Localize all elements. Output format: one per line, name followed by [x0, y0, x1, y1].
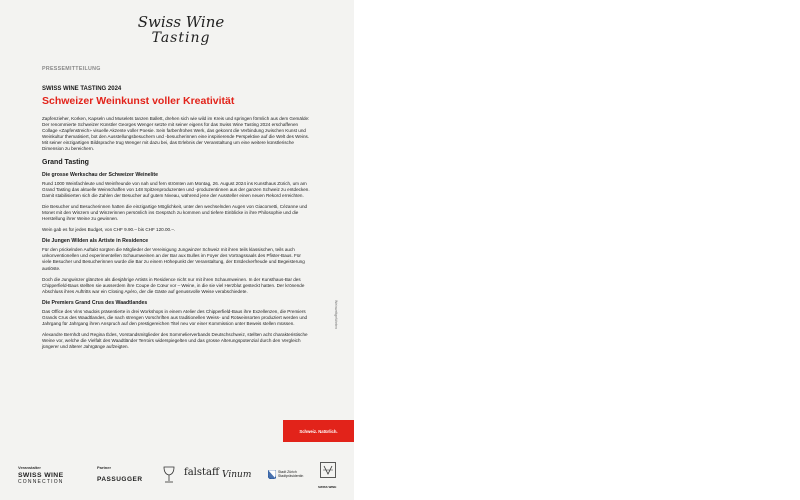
- stadt-zuerich-logo: Stadt Zürich Stadtpräsidentin: [278, 470, 304, 479]
- article-headline: Schweizer Weinkunst voller Kreativität: [42, 95, 235, 107]
- section-paragraph: Alexandre Bernhdt und Regina Édes, Vorstandsmitglieder des Sommelierverbands Deutschschweiz, stellten acht charakteristische Weine vor, welche die Vielfalt des Waadtländer Terroirs widerspiegelten und das grosse Alterungspotenzial durch den Vergleich jüngerer und älterer Jahrgänge aufzeigten.: [42, 332, 308, 350]
- section-heading: Die grosse Werkschau der Schweizer Weinelite: [42, 171, 158, 178]
- section-paragraph: Wein gab es für jedes Budget, von CHF 9.90.– bis CHF 120.00.–.: [42, 227, 176, 233]
- swiss-wine-brand-icon: [320, 462, 336, 484]
- press-release-page: [0, 0, 354, 500]
- section-paragraph: Für den prickelnden Auftakt sorgten die Mitglieder der Vereinigung Jungwinzer Schweiz mit ihren teils klassischen, teils auch unkonventionellen und experimentellen Schaumweinen an der Bar aux Bulles im Foyer des Vortragssaals des Pfister-Baus. Für viele Besucher und Besucherinnen wurde die Bar zu einem Höhepunkt der Veranstaltung, der Entdeckerfreude und Begeisterung auslöste.: [42, 247, 305, 271]
- vinum-logo: Vinum: [222, 470, 252, 480]
- section-heading: Die Jungen Wilden als Artiste in Residence: [42, 238, 149, 245]
- passugger-logo: PASSUGGER: [97, 476, 143, 483]
- schweiz-natuerlich-tab: Schweiz. Natürlich.: [283, 420, 354, 442]
- swiss-wine-tasting-logo: Swiss Wine Tasting: [137, 13, 225, 46]
- falstaff-logo: falstaff: [184, 467, 220, 478]
- document-type-label: PRESSEMITTEILUNG: [42, 66, 101, 72]
- section-paragraph: Rund 1000 Weinfachleute und Weinfreunde von nah und fern strömten am Montag, 26. August 2024 ins Kunsthaus Zürich, um am Grand Tasting das aktuelle Weinschaffen von 148 Spitzenproduzenten und -produzentinnen aus der ganzen Schweiz zu entdecken. Damit stabilisierten sich die Zahlen der Besucher auf gutem Niveau, während jene der Aussteller einen neuen Rekord erreichten.: [42, 180, 310, 198]
- intro-paragraph: Zapfenzieher, Korken, Kapseln und Muselets tanzen Ballett, drehen sich wie wild im Kreis und springen förmlich aus dem Gemälde: Der renommierte Schweizer Künstler Georges Wenger setzte mit seiner eigens für das Swiss Wine Tasting 2024 erschaffenen Collage «Zapfenstreich» visuelle Akzente voller Poesie. Sein farbenfrohes Werk, das gekonnt die Verbindung zwischen Kunst und Weinkultur thematisiert, bot den Ausstellungsbesuchern und -besucherinnen eine inspirierende Perspektive auf die Welt des Weins. Mit seiner einzigartigen Bildsprache trug Wenger mit dazu bei, das Erlebnis der Veranstaltung um eine weitere künstlerische Dimension zu bereichern.: [42, 116, 310, 152]
- swiss-wine-brand-label: SWISS WINE: [318, 485, 337, 489]
- section-title: Grand Tasting: [42, 158, 89, 166]
- section-paragraph: Die Besucher und Besucherinnen hatten die einzigartige Möglichkeit, unter den wechselnden Augen von Giacometti, Cézanne und Monet mit den Winzern und Winzerinnen persönlich ins Gespräch zu kommen und tiefere Einblicke in ihre Philosophie und die Herstellung ihrer Weine zu gewinnen.: [42, 203, 308, 222]
- section-paragraph: Das Office des Vins Vaudois präsentierte in drei Workshops in einem Atelier des Chipperfield-Baus ihre Exzellenzen, die Premiers Grands Crus des Waadtlandes, die nach strengen Vorschriften aus traditionellen Weiss- und Rotweinsorten produziert werden und Jahrgang für Jahrgang ihren Anspruch auf den prestigereichen Titel neu vor einer Kommission unter Beweis stellen müssen.: [42, 308, 308, 327]
- zurich-coat-of-arms-icon: [268, 470, 276, 479]
- organizer-label: Veranstalter: [18, 465, 41, 470]
- partner-label: Partner: [97, 465, 112, 470]
- event-overline: SWISS WINE TASTING 2024: [42, 86, 122, 92]
- section-heading: Die Premiers Grand Crus des Waadtlandes: [42, 299, 148, 306]
- vertical-side-note: Weinweltgefährten: [334, 300, 338, 329]
- section-paragraph: Doch die Jungwinzer glänzten als diesjährige Artists in Residence nicht nur mit ihren Schaumweinen. In der Kunsthaus-Bar des Chipperfield-Baus stellten sie ausserdem ihre Coupe de Cœur vor – Weine, in die sie viel Herzblut gesteckt hatten. Der krönende Abschluss ihres Auftritts war ein Closing Apéro, der die Gäste auf genussvolle Weise verabschiedete.: [42, 276, 305, 294]
- swiss-wine-connection-logo: SWISS WINE CONNECTION: [18, 472, 64, 485]
- wine-glass-icon: [162, 466, 176, 489]
- article-body: [42, 86, 310, 355]
